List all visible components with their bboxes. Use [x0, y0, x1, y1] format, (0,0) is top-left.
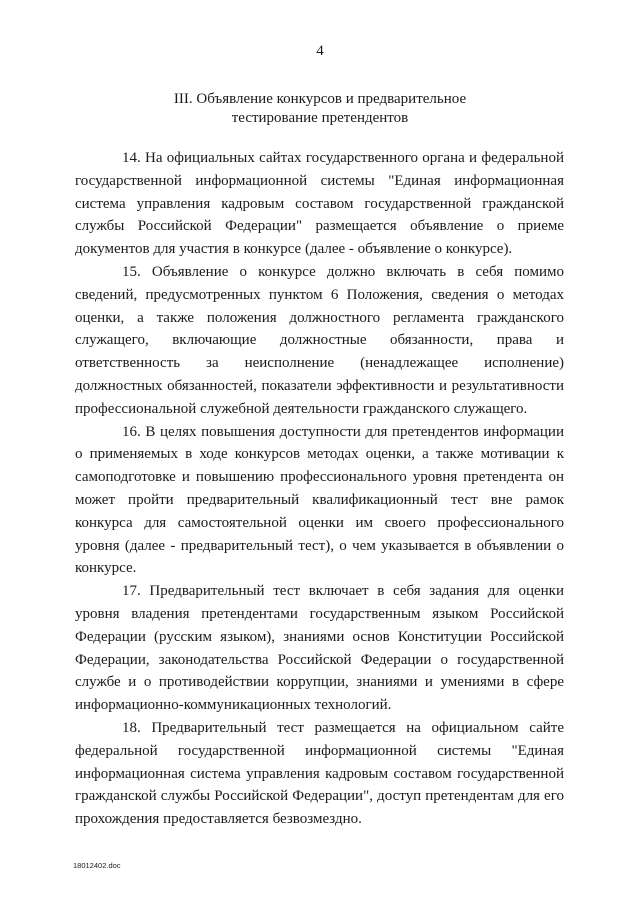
document-file-code: 18012402.doc: [73, 861, 121, 870]
page-number: 4: [316, 43, 324, 59]
section-heading-line-1: III. Объявление конкурсов и предварительное: [173, 91, 467, 107]
paragraph-14: 14. На официальных сайтах государственного органа и федеральной государственной информационной системы "Единая информационная система управления кадровым составом государственной гражданской службы Российской Федерации" размещается объявление о приеме документов для участия в конкурсе (далее - объявление о конкурсе).: [75, 150, 564, 258]
paragraph-17: 17. Предварительный тест включает в себя задания для оценки уровня владения претендентами государственным языком Российской Федерации (русским языком), знаниями основ Конституции Российской Федерации, законодательства Российской Федерации о государственной службе и о противодействии коррупции, знаниями и умениями в сфере информационно-коммуникационных технологий.: [75, 583, 564, 714]
paragraph-16: 16. В целях повышения доступности для претендентов информации о применяемых в ходе конкурсов методах оценки, а также мотивации к самоподготовке и повышению профессионального уровня претендента он может пройти предварительный квалификационный тест вне рамок конкурса для самостоятельной оценки им своего профессионального уровня (далее - предварительный тест), о чем указывается в объявлении о конкурсе.: [75, 423, 564, 577]
paragraph-18: 18. Предварительный тест размещается на официальном сайте федеральной государственной информационной системы "Единая информационная система управления кадровым составом государственной гражданской службы Российской Федерации", доступ претендентам для его прохождения предоставляется безвозмездно.: [75, 719, 564, 828]
paragraph-15: 15. Объявление о конкурсе должно включать в себя помимо сведений, предусмотренных пунктом 6 Положения, сведения о методах оценки, а также положения должностного регламента гражданского служащего, включающие должностные обязанности, права и ответственность за неисполнение (ненадлежащее исполнение) должностных обязанностей, показатели эффективности и результативности профессиональной служебной деятельности гражданского служащего.: [75, 263, 564, 417]
section-heading-line-2: тестирование претендентов: [231, 110, 409, 126]
document-body: [75, 147, 564, 831]
section-heading: [0, 90, 640, 128]
